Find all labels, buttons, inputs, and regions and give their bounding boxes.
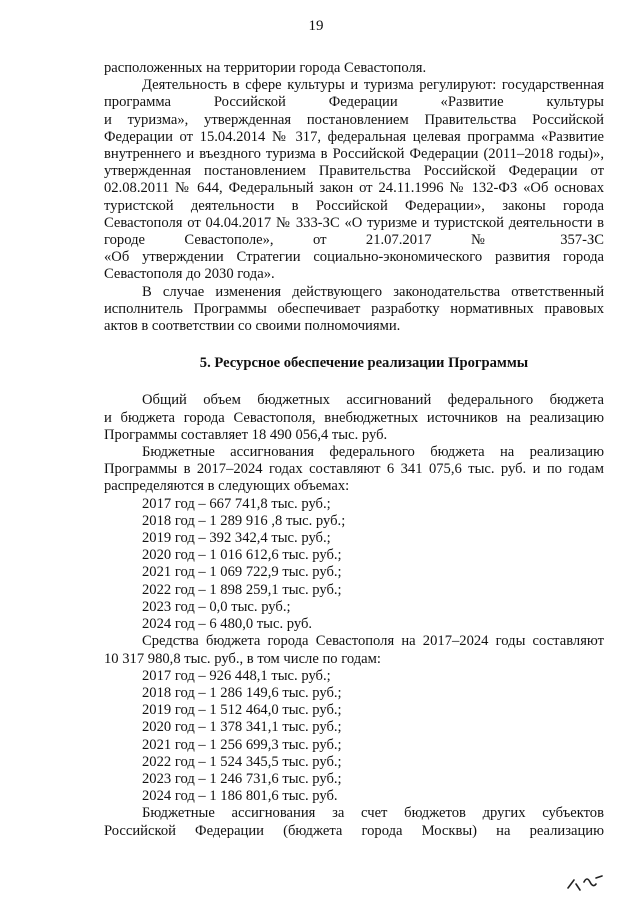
list-item: 2020 год – 1 378 341,1 тыс. руб.; (142, 719, 342, 736)
text-line: В случае изменения действующего законодательства ответственный (142, 283, 604, 300)
list-item: 2017 год – 926 448,1 тыс. руб.; (142, 667, 331, 684)
signature-mark (566, 872, 606, 894)
list-item: 2022 год – 1 898 259,1 тыс. руб.; (142, 581, 342, 598)
text-line: Средства бюджета города Севастополя на 2017–2024 годы составляют (142, 633, 604, 650)
text-line: городе Севастополе», от 21.07.2017 № 357-ЗС (104, 232, 604, 249)
text-line: и бюджета города Севастополя, внебюджетных источников на реализацию (104, 409, 604, 426)
document-body (104, 60, 604, 840)
text-line: исполнитель Программы обеспечивает разработку нормативных правовых (104, 300, 604, 317)
text-line: Программы составляет 18 490 056,4 тыс. руб. (104, 426, 388, 443)
text-line: программа Российской Федерации «Развитие культуры (104, 94, 604, 111)
text-line: Деятельность в сфере культуры и туризма регулируют: государственная (142, 77, 604, 94)
text-line: актов в соответствии со своими полномочиями. (104, 318, 401, 335)
text-line: Российской Федерации (бюджета города Москвы) на реализацию (104, 822, 604, 839)
list-item: 2020 год – 1 016 612,6 тыс. руб.; (142, 547, 342, 564)
text-line: утвержденная постановлением Правительства Российской Федерации от (104, 163, 604, 180)
text-line: «Об утверждении Стратегии социально-экономического развития города (104, 249, 604, 266)
section-heading: 5. Ресурсное обеспечение реализации Программы (199, 355, 529, 372)
text-line: 10 317 980,8 тыс. руб., в том числе по годам: (104, 650, 381, 667)
text-line: Бюджетные ассигнования за счет бюджетов других субъектов (142, 805, 604, 822)
text-line: Общий объем бюджетных ассигнований федерального бюджета (142, 392, 604, 409)
list-item: 2024 год – 6 480,0 тыс. руб. (142, 616, 313, 633)
list-item: 2021 год – 1 256 699,3 тыс. руб.; (142, 736, 342, 753)
text-line: внутреннего и въездного туризма в Российской Федерации (2011–2018 годы)», (104, 146, 604, 163)
text-line: туристской деятельности в Российской Федерации», законы города (104, 197, 604, 214)
text-line: Севастополя от 04.04.2017 № 333-ЗС «О туризме и туристской деятельности в (104, 214, 604, 231)
page-number: 19 (308, 18, 324, 34)
list-item: 2022 год – 1 524 345,5 тыс. руб.; (142, 753, 342, 770)
list-item: 2019 год – 392 342,4 тыс. руб.; (142, 530, 331, 547)
list-item: 2017 год – 667 741,8 тыс. руб.; (142, 495, 331, 512)
list-item: 2024 год – 1 186 801,6 тыс. руб. (142, 788, 338, 805)
list-item: 2019 год – 1 512 464,0 тыс. руб.; (142, 702, 342, 719)
text-line: Севастополя до 2030 года». (104, 266, 275, 283)
text-line: 02.08.2011 № 644, Федеральный закон от 24.11.1996 № 132-ФЗ «Об основах (104, 180, 604, 197)
list-item: 2023 год – 0,0 тыс. руб.; (142, 598, 291, 615)
text-line: Бюджетные ассигнования федерального бюджета на реализацию (142, 444, 604, 461)
list-item: 2018 год – 1 286 149,6 тыс. руб.; (142, 684, 342, 701)
list-item: 2021 год – 1 069 722,9 тыс. руб.; (142, 564, 342, 581)
text-line: Федерации от 15.04.2014 № 317, федеральная целевая программа «Развитие (104, 128, 604, 145)
list-item: 2023 год – 1 246 731,6 тыс. руб.; (142, 770, 342, 787)
text-line: распределяются в следующих объемах: (104, 478, 350, 495)
list-item: 2018 год – 1 289 916 ,8 тыс. руб.; (142, 512, 346, 529)
text-line: расположенных на территории города Севастополя. (104, 60, 427, 76)
text-line: и туризма», утвержденная постановлением Правительства Российской (104, 111, 604, 128)
text-line: Программы в 2017–2024 годах составляют 6 341 075,6 тыс. руб. и по годам (104, 461, 604, 478)
